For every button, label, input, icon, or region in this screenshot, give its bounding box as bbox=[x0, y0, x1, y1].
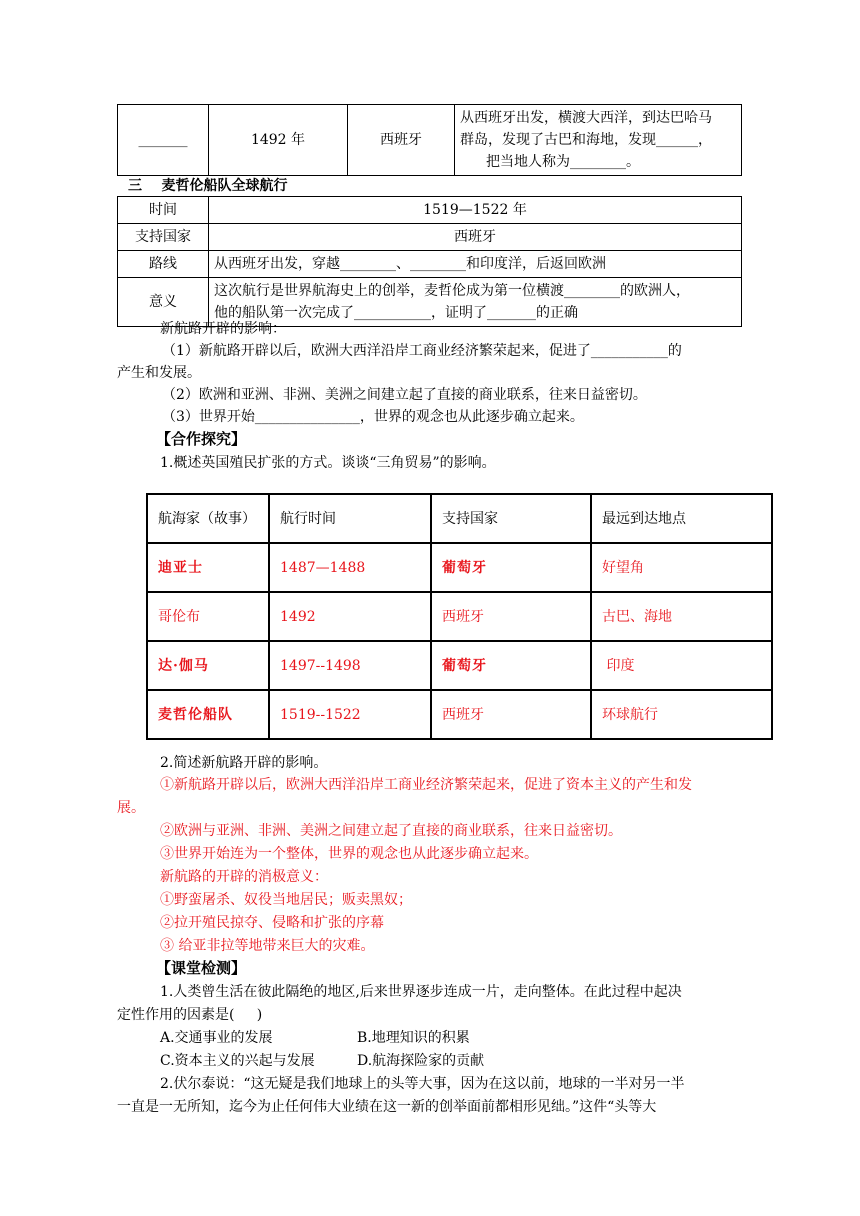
table-row bbox=[147, 641, 772, 690]
header-country: 支持国家 bbox=[431, 494, 591, 543]
negative-2: ②拉开殖民掠夺、侵略和扩张的序幕 bbox=[160, 915, 384, 931]
columbus-table bbox=[117, 104, 742, 176]
country-cell: 葡萄牙 bbox=[431, 641, 591, 690]
navigator-cell: 迪亚士 bbox=[147, 543, 269, 592]
row-label-country: 支持国家 bbox=[118, 224, 209, 251]
row-value-significance bbox=[209, 278, 742, 327]
navigator-cell: 麦哲伦船队 bbox=[147, 690, 269, 739]
check-heading: 【课堂检测】 bbox=[156, 959, 247, 977]
header-navigator: 航海家（故事） bbox=[147, 494, 269, 543]
negative-title: 新航路的开辟的消极意义： bbox=[160, 869, 328, 885]
influence-p3: （3）世界开始_______________，世界的观念也从此逐步确立起来。 bbox=[162, 409, 584, 425]
option-a: A.交通事业的发展 bbox=[160, 1030, 273, 1046]
time-cell: 1487—1488 bbox=[269, 543, 431, 592]
significance-line-2: 他的船队第一次完成了___________，证明了_______的正确 bbox=[214, 305, 578, 321]
negative-3: ③ 给亚非拉等地带来巨大的灾难。 bbox=[160, 938, 375, 954]
desc-line-3: 把当地人称为________。 bbox=[486, 154, 640, 170]
negative-1: ①野蛮屠杀、奴役当地居民；贩卖黑奴； bbox=[160, 892, 412, 908]
navigator-cell: 达·伽马 bbox=[147, 641, 269, 690]
check-q1a: 1.人类曾生活在彼此隔绝的地区,后来世界逐步连成一片，走向整体。在此过程中起决 bbox=[160, 984, 682, 1000]
navigator-cell: 哥伦布 bbox=[147, 592, 269, 641]
option-b: B.地理知识的积累 bbox=[357, 1030, 470, 1046]
desc-line-1: 从西班牙出发，横渡大西洋，到达巴哈马 bbox=[460, 110, 712, 126]
section-3-title: 三 麦哲伦船队全球航行 bbox=[128, 178, 288, 194]
table-row bbox=[147, 592, 772, 641]
header-time: 航行时间 bbox=[269, 494, 431, 543]
navigators-table bbox=[146, 493, 773, 740]
row-value-time: 1519—1522 年 bbox=[209, 197, 742, 224]
row-label-route: 路线 bbox=[118, 251, 209, 278]
country-cell: 葡萄牙 bbox=[431, 543, 591, 592]
blank-cell: _______ bbox=[118, 105, 209, 176]
significance-line-1: 这次航行是世界航海史上的创举，麦哲伦成为第一位横渡________的欧洲人， bbox=[214, 283, 690, 299]
influence-p1a: （1）新航路开辟以后，欧洲大西洋沿岸工商业经济繁荣起来，促进了___________的 bbox=[162, 343, 682, 359]
time-cell: 1492 bbox=[269, 592, 431, 641]
destination-cell: 印度 bbox=[591, 641, 772, 690]
year-cell: 1492 年 bbox=[209, 105, 348, 176]
check-q1b: 定性作用的因素是( ) bbox=[117, 1007, 263, 1023]
q2-answer-1a: ①新航路开辟以后，欧洲大西洋沿岸工商业经济繁荣起来，促进了资本主义的产生和发 bbox=[160, 777, 692, 793]
country-cell: 西班牙 bbox=[431, 690, 591, 739]
check-q2a: 2.伏尔泰说：“这无疑是我们地球上的头等大事，因为在这以前，地球的一半对另一半 bbox=[160, 1076, 685, 1092]
table-row bbox=[147, 543, 772, 592]
q2-answer-1b: 展。 bbox=[117, 800, 145, 816]
q2-title: 2.简述新航路开辟的影响。 bbox=[160, 755, 328, 771]
time-cell: 1497--1498 bbox=[269, 641, 431, 690]
destination-cell: 环球航行 bbox=[591, 690, 772, 739]
destination-cell: 古巴、海地 bbox=[591, 592, 772, 641]
check-q2b: 一直是一无所知，迄今为止任何伟大业绩在这一新的创举面前都相形见绌。”这件“头等大 bbox=[117, 1099, 657, 1115]
table-row bbox=[147, 690, 772, 739]
destination-cell: 好望角 bbox=[591, 543, 772, 592]
row-value-route: 从西班牙出发，穿越________、________和印度洋，后返回欧洲 bbox=[209, 251, 742, 278]
option-c: C.资本主义的兴起与发展 bbox=[160, 1053, 315, 1069]
q2-answer-3: ③世界开始连为一个整体，世界的观念也从此逐步确立起来。 bbox=[160, 846, 538, 862]
desc-line-2: 群岛，发现了古巴和海地，发现______， bbox=[460, 132, 712, 148]
influence-p2: （2）欧洲和亚洲、非洲、美洲之间建立起了直接的商业联系，往来日益密切。 bbox=[162, 387, 647, 403]
country-cell: 西班牙 bbox=[348, 105, 455, 176]
row-label-time: 时间 bbox=[118, 197, 209, 224]
row-label-significance: 意义 bbox=[118, 278, 209, 327]
header-destination: 最远到达地点 bbox=[591, 494, 772, 543]
time-cell: 1519--1522 bbox=[269, 690, 431, 739]
coop-q1: 1.概述英国殖民扩张的方式。谈谈“三角贸易”的影响。 bbox=[160, 455, 496, 471]
q2-answer-2: ②欧洲与亚洲、非洲、美洲之间建立起了直接的商业联系，往来日益密切。 bbox=[160, 823, 622, 839]
option-d: D.航海探险家的贡献 bbox=[357, 1053, 485, 1069]
influence-p1b: 产生和发展。 bbox=[117, 365, 201, 381]
influence-title: 新航路开辟的影响： bbox=[160, 321, 286, 337]
row-value-country: 西班牙 bbox=[209, 224, 742, 251]
coop-heading: 【合作探究】 bbox=[156, 430, 247, 448]
magellan-table bbox=[117, 196, 742, 327]
desc-cell bbox=[455, 105, 742, 176]
country-cell: 西班牙 bbox=[431, 592, 591, 641]
